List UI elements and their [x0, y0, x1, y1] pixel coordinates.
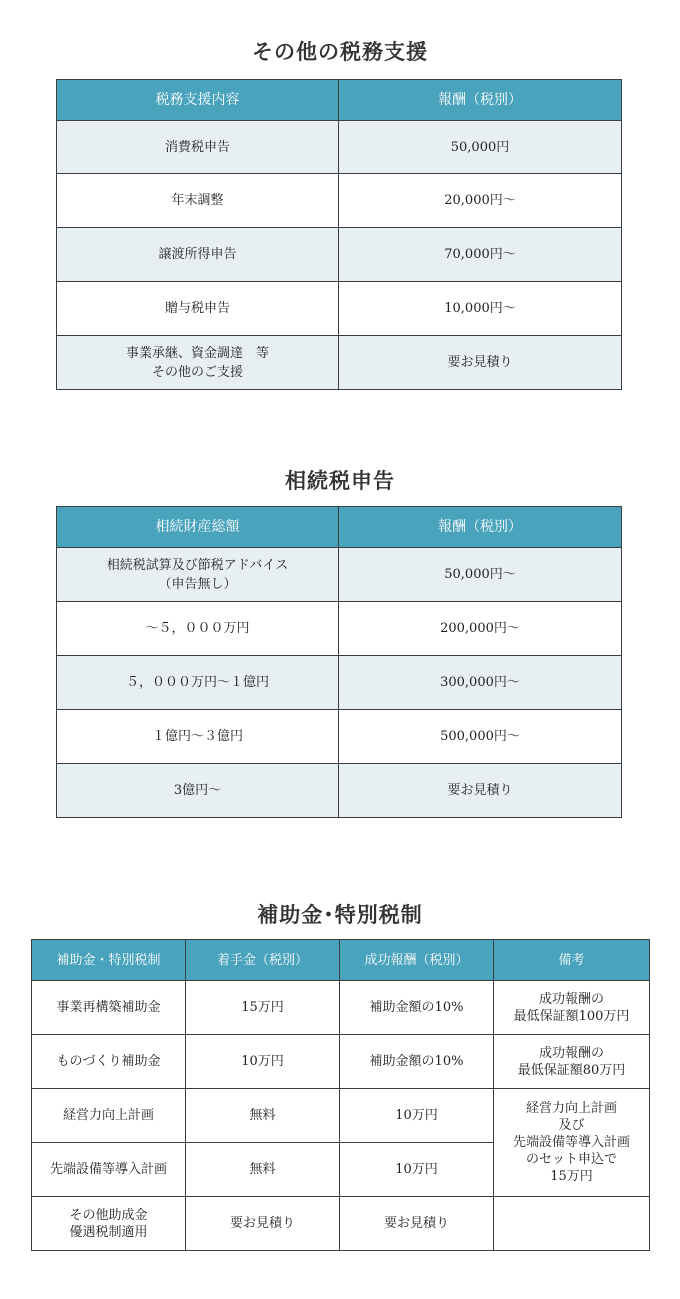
other-tax-support-table: [56, 79, 622, 390]
table-cell: 3億円～: [57, 764, 339, 818]
table-cell: 10万円: [340, 1143, 494, 1197]
table-row: [57, 602, 622, 656]
table-row: [57, 548, 622, 602]
table-row: [57, 656, 622, 710]
table-row: [57, 174, 622, 228]
table-cell: その他助成金 優遇税制適用: [32, 1197, 186, 1251]
table-cell: １億円～３億円: [57, 710, 339, 764]
table-cell: ～５，０００万円: [57, 602, 339, 656]
table-cell: 事業再構築補助金: [32, 981, 186, 1035]
table-row: [57, 228, 622, 282]
table-row: [32, 1035, 650, 1089]
table-cell: 300,000円～: [339, 656, 622, 710]
table-cell: 補助金額の10%: [340, 1035, 494, 1089]
column-header: 報酬（税別）: [339, 507, 622, 548]
table-cell: 譲渡所得申告: [57, 228, 339, 282]
column-header: 補助金・特別税制: [32, 940, 186, 981]
table-cell: 10万円: [186, 1035, 340, 1089]
table-cell: 要お見積り: [339, 764, 622, 818]
table-cell: 成功報酬の 最低保証額80万円: [494, 1035, 650, 1089]
table-cell: ものづくり補助金: [32, 1035, 186, 1089]
table-cell: 10万円: [340, 1089, 494, 1143]
table-cell: 要お見積り: [186, 1197, 340, 1251]
column-header: 成功報酬（税別）: [340, 940, 494, 981]
table-cell: 成功報酬の 最低保証額100万円: [494, 981, 650, 1035]
table-cell: 20,000円～: [339, 174, 622, 228]
table-row: [32, 1089, 650, 1143]
table-cell: 補助金額の10%: [340, 981, 494, 1035]
section-title-inheritance-tax: 相続税申告: [285, 469, 395, 493]
inheritance-tax-table: [56, 506, 622, 818]
table-row: [57, 336, 622, 390]
table-row: [57, 121, 622, 174]
table-cell: 贈与税申告: [57, 282, 339, 336]
column-header: 相続財産総額: [57, 507, 339, 548]
table-cell: 10,000円～: [339, 282, 622, 336]
table-cell: 消費税申告: [57, 121, 339, 174]
section-title-other-tax-support: その他の税務支援: [252, 40, 428, 64]
table-cell: 500,000円～: [339, 710, 622, 764]
table-row: [32, 1197, 650, 1251]
table-cell: 要お見積り: [339, 336, 622, 390]
table-row: [32, 981, 650, 1035]
subsidies-table: [31, 939, 650, 1251]
table-cell: 無料: [186, 1089, 340, 1143]
table-cell: 200,000円～: [339, 602, 622, 656]
table-header-row: [32, 940, 650, 981]
table-cell: 無料: [186, 1143, 340, 1197]
column-header: 税務支援内容: [57, 80, 339, 121]
table-row: [57, 282, 622, 336]
table-cell: 50,000円～: [339, 548, 622, 602]
table-cell: 70,000円～: [339, 228, 622, 282]
table-cell: 経営力向上計画: [32, 1089, 186, 1143]
table-cell: 事業承継、資金調達 等 その他のご支援: [57, 336, 339, 390]
table-cell: 先端設備等導入計画: [32, 1143, 186, 1197]
table-header-row: [57, 80, 622, 121]
table-cell: ５，０００万円～１億円: [57, 656, 339, 710]
table-cell: 15万円: [186, 981, 340, 1035]
table-row: [57, 764, 622, 818]
table-cell: 年末調整: [57, 174, 339, 228]
table-cell: 相続税試算及び節税アドバイス （申告無し）: [57, 548, 339, 602]
column-header: 着手金（税別）: [186, 940, 340, 981]
column-header: 備考: [494, 940, 650, 981]
table-row: [57, 710, 622, 764]
table-cell: 要お見積り: [340, 1197, 494, 1251]
column-header: 報酬（税別）: [339, 80, 622, 121]
table-cell: 経営力向上計画 及び 先端設備等導入計画 のセット申込で 15万円: [494, 1089, 650, 1197]
table-cell: [494, 1197, 650, 1251]
table-cell: 50,000円: [339, 121, 622, 174]
table-header-row: [57, 507, 622, 548]
section-title-subsidies: 補助金･特別税制: [257, 903, 423, 927]
